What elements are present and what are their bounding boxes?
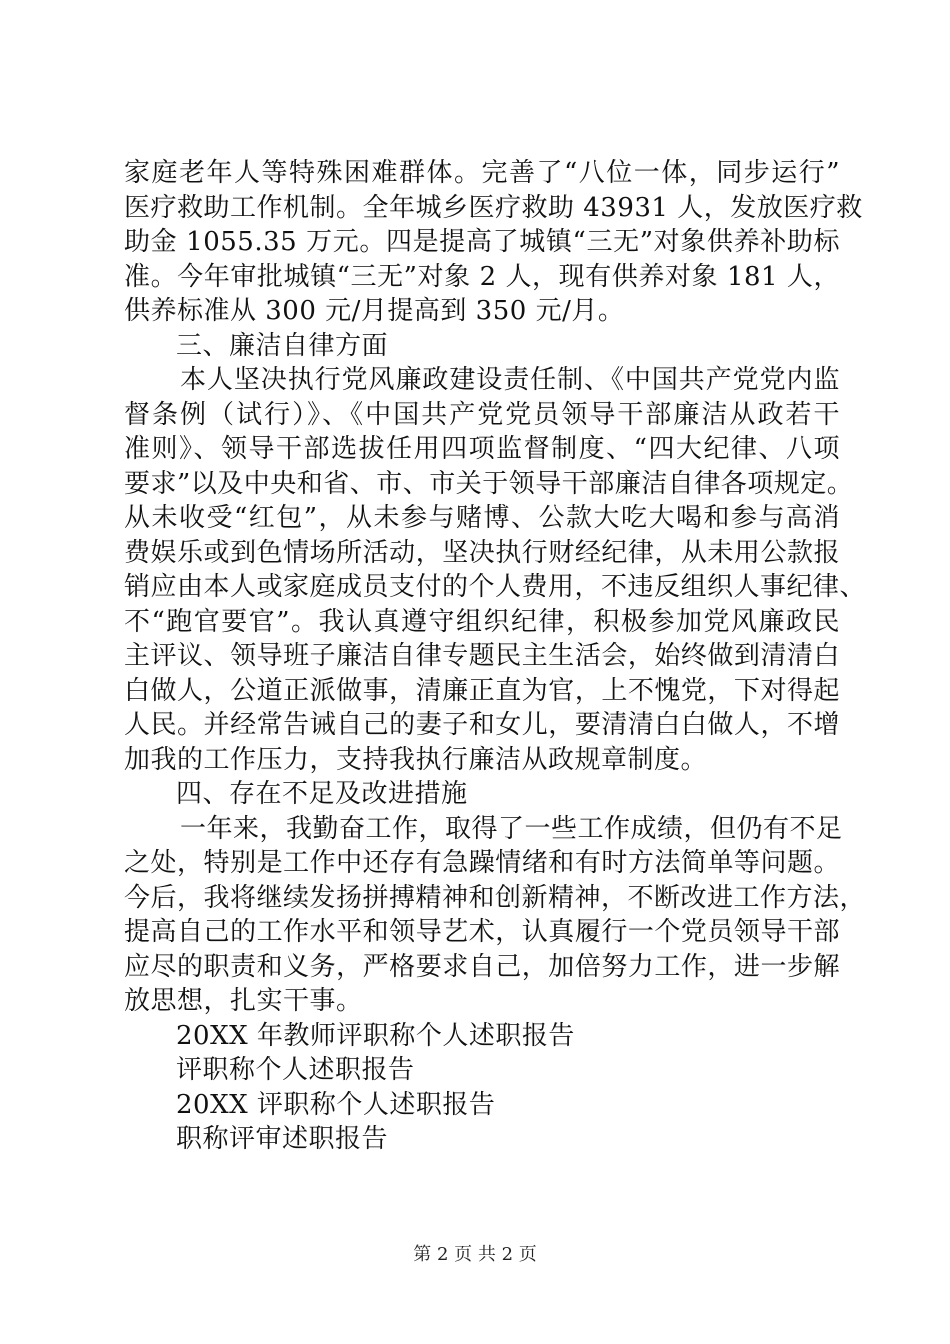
text-line: 督条例（试行）》、《中国共产党党员领导干部廉洁从政若干: [124, 399, 840, 430]
text-line: 医疗救助工作机制。全年城乡医疗救助 43931 人，发放医疗救: [124, 192, 863, 223]
text-line: 评职称个人述职报告: [176, 1055, 415, 1085]
text-line: 人民。并经常告诫自己的妻子和女儿，要清清白白做人，不增: [124, 710, 840, 740]
text-line: 本人坚决执行党风廉政建设责任制、《中国共产党党内监: [180, 365, 840, 395]
text-line: 20XX 评职称个人述职报告: [176, 1089, 496, 1120]
text-line: 助金 1055.35 万元。四是提高了城镇“三无”对象供养补助标: [124, 227, 840, 257]
text-line: 三、廉洁自律方面: [176, 330, 389, 361]
text-line: 提高自己的工作水平和领导艺术，认真履行一个党员领导干部: [124, 917, 840, 947]
text-line: 供养标准从 300 元/月提高到 350 元/月。: [124, 296, 625, 326]
text-line: 之处，特别是工作中还存有急躁情绪和有时方法简单等问题。: [124, 848, 840, 878]
text-line: 费娱乐或到色情场所活动，坚决执行财经纪律，从未用公款报: [124, 537, 840, 568]
text-line: 家庭老年人等特殊困难群体。完善了“八位一体，同步运行”: [124, 158, 840, 188]
text-line: 白做人，公道正派做事，清廉正直为官，上不愧党，下对得起: [124, 675, 840, 706]
text-line: 职称评审述职报告: [176, 1124, 389, 1154]
text-line: 今后，我将继续发扬拼搏精神和创新精神，不断改进工作方法，: [124, 882, 867, 913]
text-line: 要求”以及中央和省、市、市关于领导干部廉洁自律各项规定。: [124, 468, 854, 499]
text-line: 准则》、领导干部选拔任用四项监督制度、“四大纪律、八项: [124, 434, 840, 464]
text-line: 不“跑官要官”。我认真遵守组织纪律，积极参加党风廉政民: [124, 606, 840, 637]
text-line: 四、存在不足及改进措施: [176, 779, 468, 809]
text-line: 加我的工作压力，支持我执行廉洁从政规章制度。: [124, 744, 708, 775]
document-body: [124, 156, 867, 1157]
text-line: 准。今年审批城镇“三无”对象 2 人，现有供养对象 181 人，: [124, 261, 840, 292]
text-line: 主评议、领导班子廉洁自律专题民主生活会，始终做到清清白: [124, 641, 840, 671]
text-line: 从未收受“红包”，从未参与赌博、公款大吃大喝和参与高消: [124, 503, 840, 533]
text-line: 应尽的职责和义务，严格要求自己，加倍努力工作，进一步解: [124, 951, 840, 982]
page-footer: 第 2 页 共 2 页: [413, 1244, 537, 1265]
text-line: 放思想，扎实干事。: [124, 986, 363, 1016]
text-line: 销应由本人或家庭成员支付的个人费用，不违反组织人事纪律、: [124, 572, 867, 602]
text-line: 一年来，我勤奋工作，取得了一些工作成绩，但仍有不足: [180, 813, 843, 844]
text-line: 20XX 年教师评职称个人述职报告: [176, 1020, 575, 1051]
